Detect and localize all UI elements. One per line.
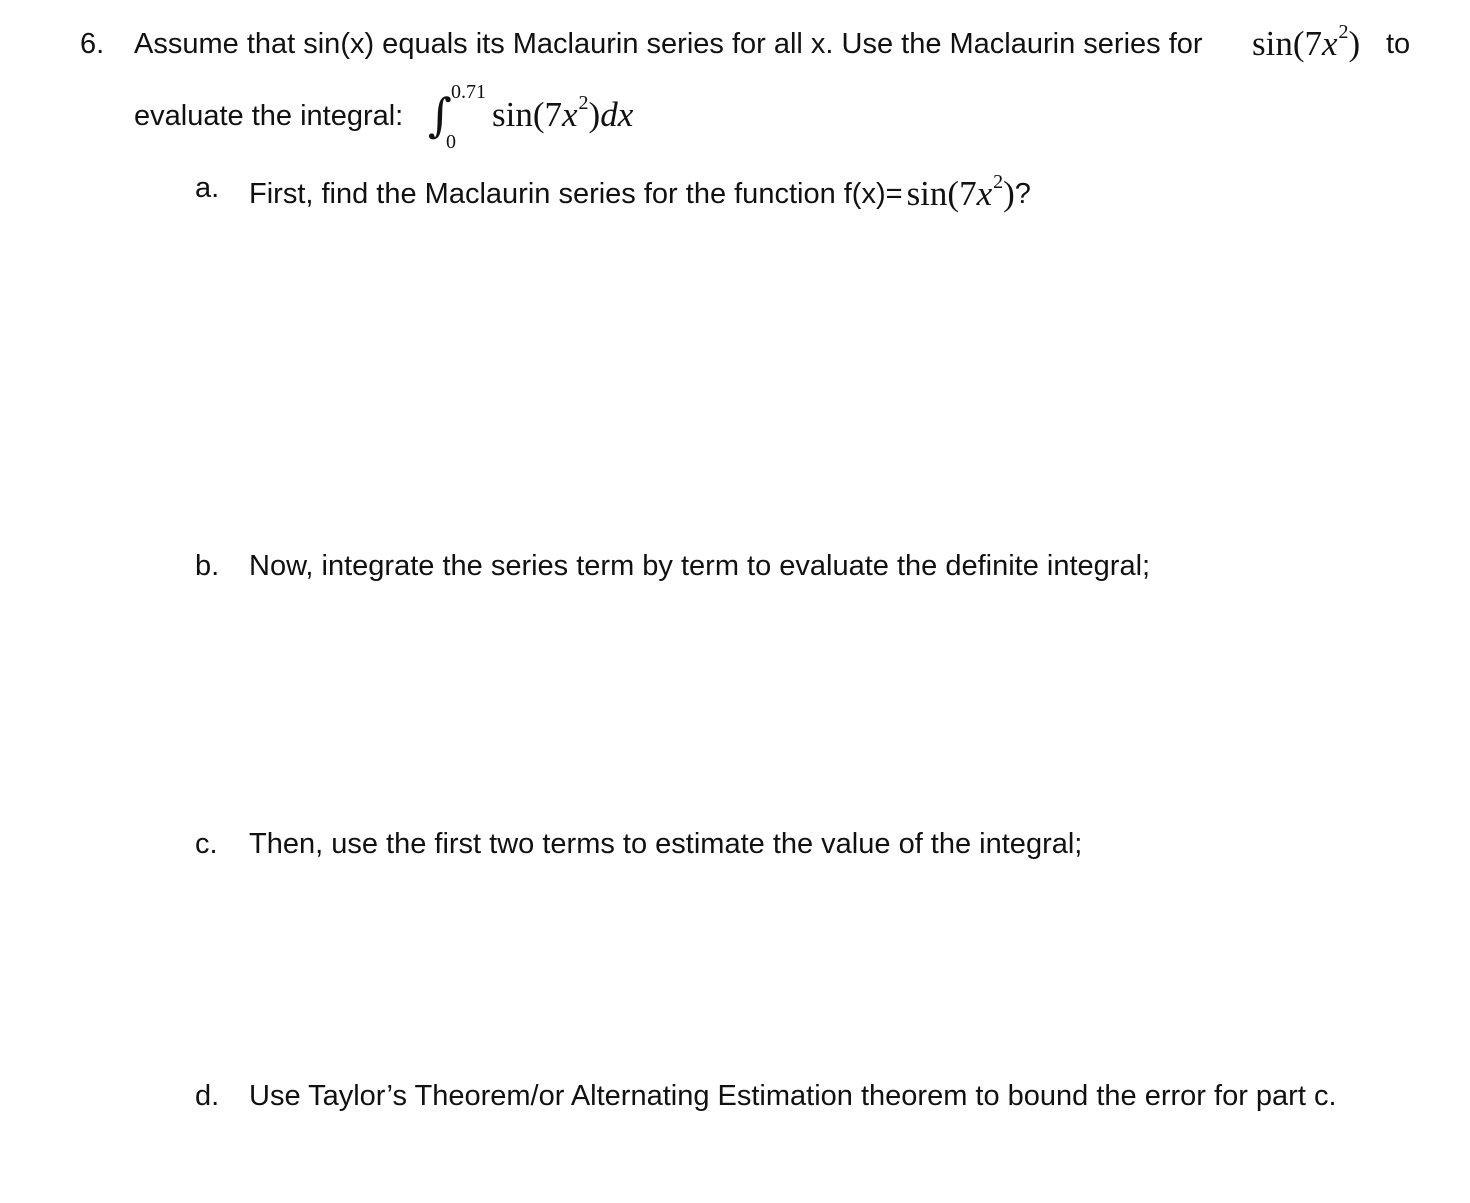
part-a-text xyxy=(249,172,1031,212)
function-prefix: sin(7 xyxy=(1252,24,1322,63)
part-a-function-suffix: ) xyxy=(1003,174,1015,213)
definite-integral xyxy=(425,80,665,160)
integrand-differential: dx xyxy=(600,95,634,134)
integral-sign: ∫ xyxy=(428,88,452,142)
function-suffix: ) xyxy=(1348,24,1361,63)
integrand-prefix: sin(7 xyxy=(492,95,562,134)
integral-upper-limit: 0.71 xyxy=(451,81,486,103)
question-number: 6. xyxy=(80,28,105,60)
part-a-function-prefix: sin(7 xyxy=(906,174,977,213)
integral-lower-limit: 0 xyxy=(446,131,456,153)
part-b-label: b. xyxy=(195,550,220,582)
part-a-label: a. xyxy=(195,172,220,204)
part-a-function-variable: x xyxy=(976,174,993,213)
function-exponent: 2 xyxy=(1338,21,1349,43)
part-c-text: Then, use the first two terms to estimate the value of the integral; xyxy=(249,828,1083,860)
question-text-line1-tail: to xyxy=(1386,28,1411,60)
part-d-text: Use Taylor’s Theorem/or Alternating Estimation theorem to bound the error for part c. xyxy=(249,1080,1337,1112)
function-variable: x xyxy=(1322,24,1338,63)
integrand-exponent: 2 xyxy=(578,92,589,114)
integrand xyxy=(492,92,634,135)
question-function-sin7x2 xyxy=(1252,21,1361,64)
integrand-variable: x xyxy=(562,95,578,134)
part-c-label: c. xyxy=(195,828,218,860)
part-b-text: Now, integrate the series term by term to evaluate the definite integral; xyxy=(249,550,1151,582)
part-a-function-exponent: 2 xyxy=(993,171,1004,193)
part-d-label: d. xyxy=(195,1080,220,1112)
integrand-suffix: ) xyxy=(588,95,601,134)
part-a-question-mark: ? xyxy=(1014,178,1031,210)
question-text-line2: evaluate the integral: xyxy=(134,100,404,132)
question-text-line1: Assume that sin(x) equals its Maclaurin series for all x. Use the Maclaurin series for xyxy=(134,28,1203,60)
part-a-prompt: First, find the Maclaurin series for the function f(x)= xyxy=(249,178,903,210)
part-a-function xyxy=(906,171,1015,213)
